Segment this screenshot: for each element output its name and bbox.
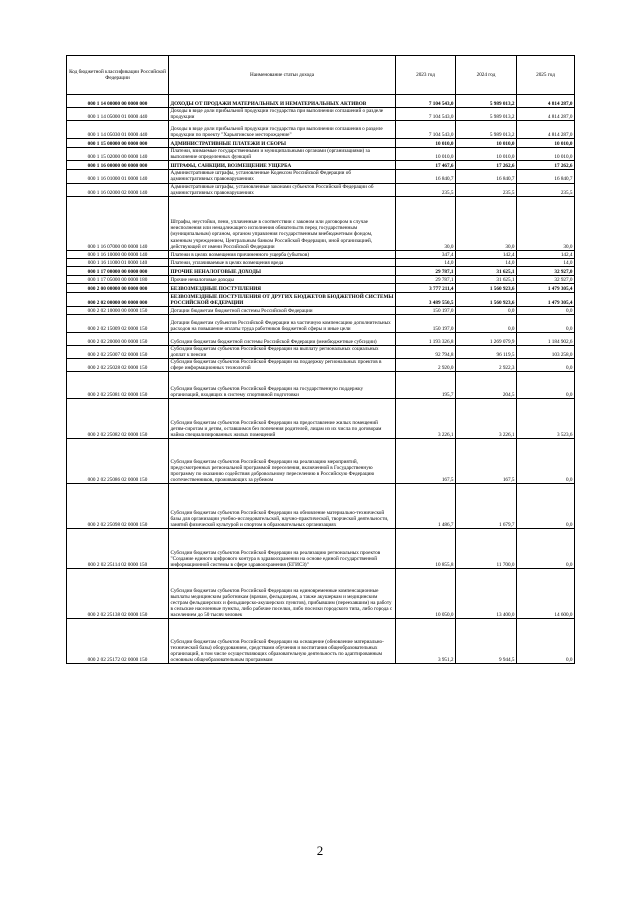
row-value-2024: 235,5 [456, 183, 517, 196]
row-name: Субсидии бюджетам субъектов Российской Федерации на выплату региональных социальных доплат к пенсии [169, 345, 396, 358]
table-row [67, 439, 575, 484]
row-value-2023: 3 489 550,5 [396, 292, 456, 306]
table-row [67, 314, 575, 332]
row-value-2024: 5 989 013,2 [456, 108, 517, 121]
table-row [67, 332, 575, 345]
row-name: Административные штрафы, установленные законами субъектов Российской Федерации об административных правонарушениях [169, 183, 396, 196]
row-value-2024: 204,5 [456, 372, 517, 399]
table-row [67, 399, 575, 439]
row-value-2023: 7 104 543,0 [396, 121, 456, 139]
row-code: 000 1 16 10000 00 0000 140 [67, 250, 169, 258]
row-value-2025: 0,0 [517, 314, 575, 332]
row-value-2024: 11 700,0 [456, 529, 517, 569]
row-value-2023: 1 486,7 [396, 484, 456, 529]
table-row [67, 619, 575, 664]
row-value-2023: 150 197,0 [396, 314, 456, 332]
page-number: 2 [316, 843, 324, 858]
header-name: Наименование статьи дохода [169, 56, 396, 95]
row-value-2023: 10 010,0 [396, 148, 456, 161]
table-row [67, 266, 575, 275]
row-value-2025: 4 814 287,0 [517, 95, 575, 108]
row-name: Административные штрафы, установленные Кодексом Российской Федерации об административных правонарушениях [169, 170, 396, 183]
row-value-2023: 150 197,0 [396, 306, 456, 314]
row-name: Субсидии бюджетам субъектов Российской Федерации на реализацию региональных проектов "Создание единого цифрового контура в здравоохранении на основе единой государственной информационной системы в сфере здравоохранения (ЕГИСЗ)" [169, 529, 396, 569]
row-value-2023: 92 794,8 [396, 345, 456, 358]
table-row [67, 250, 575, 258]
row-value-2025: 0,0 [517, 358, 575, 371]
row-name: Субсидии бюджетам субъектов Российской Федерации на реализацию мероприятий, предусмотренных региональной программой переселения, включенной в Государственную программу по оказанию содействия добровольному переселению в Российскую Федерацию соотечественников, проживающих за рубежом [169, 439, 396, 484]
row-name: ШТРАФЫ, САНКЦИИ, ВОЗМЕЩЕНИЕ УЩЕРБА [169, 161, 396, 170]
row-value-2024: 167,5 [456, 439, 517, 484]
row-value-2025: 30,0 [517, 196, 575, 250]
row-value-2024: 31 625,1 [456, 266, 517, 275]
header-2025: 2025 год [517, 56, 575, 95]
row-value-2025: 17 262,6 [517, 161, 575, 170]
row-name: ПРОЧИЕ НЕНАЛОГОВЫЕ ДОХОДЫ [169, 266, 396, 275]
row-value-2024: 30,0 [456, 196, 517, 250]
table-row [67, 484, 575, 529]
table-row [67, 283, 575, 292]
row-name: Субсидии бюджетам бюджетной системы Российской Федерации (межбюджетные субсидии) [169, 332, 396, 345]
table-row [67, 161, 575, 170]
row-value-2024: 1 560 923,6 [456, 283, 517, 292]
table-row [67, 139, 575, 148]
row-value-2023: 235,5 [396, 183, 456, 196]
row-code: 000 1 17 00000 00 0000 000 [67, 266, 169, 275]
row-value-2025: 10 010,0 [517, 139, 575, 148]
row-value-2023: 30,0 [396, 196, 456, 250]
row-value-2025: 0,0 [517, 484, 575, 529]
row-value-2023: 1 193 326,8 [396, 332, 456, 345]
row-code: 000 2 02 25114 02 0000 150 [67, 529, 169, 569]
row-value-2024: 142,4 [456, 250, 517, 258]
row-name: Субсидии бюджетам субъектов Российской Федерации на единовременные компенсационные выплаты медицинским работникам (врачам, фельдшерам, а также акушеркам и медицинским сестрам фельдшерских и фельдшерско-акушерских пунктов), прибывшим (переехавшим) на работу в сельские населенные пункты, либо рабочие поселки, либо поселки городского типа, либо города с населением до 50 тысяч человек [169, 569, 396, 619]
row-value-2025: 32 927,0 [517, 266, 575, 275]
table-row [67, 372, 575, 399]
row-value-2023: 2 920,0 [396, 358, 456, 371]
row-value-2025: 0,0 [517, 306, 575, 314]
row-code: 000 2 02 25086 02 0000 150 [67, 439, 169, 484]
row-value-2024: 1 560 923,6 [456, 292, 517, 306]
table-row [67, 121, 575, 139]
table-row [67, 183, 575, 196]
row-value-2025: 4 814 287,0 [517, 121, 575, 139]
table-row [67, 358, 575, 371]
row-name: Штрафы, неустойки, пени, уплаченные в соответствии с законом или договором в случае неисполнения или ненадлежащего исполнения обязательств перед государственным (муниципальным) органом, органом управления государственным внебюджетным фондом, казенным учреждением, Центральным банком Российской Федерации, иной организацией, действующей от имени Российской Федерации [169, 196, 396, 250]
row-code: 000 2 00 00000 00 0000 000 [67, 283, 169, 292]
row-value-2025: 1 184 902,6 [517, 332, 575, 345]
table-row [67, 292, 575, 306]
row-value-2023: 3 951,2 [396, 619, 456, 664]
row-code: 000 2 02 25007 02 0000 150 [67, 345, 169, 358]
row-value-2025: 10 010,0 [517, 148, 575, 161]
row-value-2023: 195,7 [396, 372, 456, 399]
row-code: 000 1 15 02000 00 0000 140 [67, 148, 169, 161]
row-value-2024: 1 269 079,9 [456, 332, 517, 345]
row-code: 000 1 14 05000 01 0000 440 [67, 108, 169, 121]
row-value-2023: 3 777 211,4 [396, 283, 456, 292]
table-row [67, 170, 575, 183]
header-2024: 2024 год [456, 56, 517, 95]
row-value-2024: 0,0 [456, 314, 517, 332]
row-name: БЕЗВОЗМЕЗДНЫЕ ПОСТУПЛЕНИЯ [169, 283, 396, 292]
row-value-2023: 10 010,0 [396, 139, 456, 148]
row-name: Субсидии бюджетам субъектов Российской Федерации на обновление материально-технической базы для организации учебно-исследовательской, научно-практической, творческой деятельности, занятий физической культурой и спортом в образовательных организациях [169, 484, 396, 529]
row-value-2025: 0,0 [517, 529, 575, 569]
row-value-2024: 9 944,5 [456, 619, 517, 664]
row-code: 000 2 02 15009 02 0000 150 [67, 314, 169, 332]
table-header-row [67, 56, 575, 95]
row-value-2024: 5 989 013,2 [456, 95, 517, 108]
row-name: АДМИНИСТРАТИВНЫЕ ПЛАТЕЖИ И СБОРЫ [169, 139, 396, 148]
row-value-2024: 1 679,7 [456, 484, 517, 529]
row-value-2024: 14,0 [456, 258, 517, 266]
row-code: 000 1 16 02000 02 0000 140 [67, 183, 169, 196]
table-row [67, 95, 575, 108]
row-code: 000 2 02 10000 00 0000 150 [67, 306, 169, 314]
row-value-2023: 7 104 543,0 [396, 95, 456, 108]
row-value-2024: 31 625,1 [456, 275, 517, 283]
row-value-2025: 14 600,0 [517, 569, 575, 619]
header-2023: 2023 год [396, 56, 456, 95]
row-code: 000 1 15 00000 00 0000 000 [67, 139, 169, 148]
row-code: 000 1 16 01000 01 0000 140 [67, 170, 169, 183]
row-code: 000 1 14 00000 00 0000 000 [67, 95, 169, 108]
row-code: 000 1 16 00000 00 0000 000 [67, 161, 169, 170]
row-name: БЕЗВОЗМЕЗДНЫЕ ПОСТУПЛЕНИЯ ОТ ДРУГИХ БЮДЖЕТОВ БЮДЖЕТНОЙ СИСТЕМЫ РОССИЙСКОЙ ФЕДЕРАЦИИ [169, 292, 396, 306]
row-value-2025: 0,0 [517, 439, 575, 484]
row-value-2024: 10 010,0 [456, 139, 517, 148]
row-value-2023: 29 787,1 [396, 266, 456, 275]
row-code: 000 2 02 25098 02 0000 150 [67, 484, 169, 529]
row-value-2024: 2 922,3 [456, 358, 517, 371]
row-code: 000 2 02 25082 02 0000 150 [67, 399, 169, 439]
row-value-2025: 4 814 287,0 [517, 108, 575, 121]
table-row [67, 306, 575, 314]
row-value-2023: 7 104 543,0 [396, 108, 456, 121]
budget-table-container [66, 55, 574, 664]
row-code: 000 1 14 05030 01 0000 440 [67, 121, 169, 139]
row-code: 000 2 02 20000 00 0000 150 [67, 332, 169, 345]
row-name: Доходы в виде доли прибыльной продукции государства при выполнении соглашений о разделе продукции [169, 108, 396, 121]
row-value-2023: 29 787,1 [396, 275, 456, 283]
row-name: Платежи, взимаемые государственными и муниципальными органами (организациями) за выполнение определенных функций [169, 148, 396, 161]
row-value-2023: 10 050,0 [396, 569, 456, 619]
row-value-2025: 16 840,7 [517, 170, 575, 183]
row-code: 000 2 02 25028 02 0000 150 [67, 358, 169, 371]
row-value-2025: 235,5 [517, 183, 575, 196]
row-value-2024: 16 840,7 [456, 170, 517, 183]
row-value-2024: 0,0 [456, 306, 517, 314]
row-value-2025: 103 258,0 [517, 345, 575, 358]
row-code: 000 2 02 25081 02 0000 150 [67, 372, 169, 399]
row-value-2023: 10 855,8 [396, 529, 456, 569]
row-value-2024: 3 226,1 [456, 399, 517, 439]
table-row [67, 196, 575, 250]
row-value-2023: 3 226,1 [396, 399, 456, 439]
row-code: 000 1 16 07000 00 0000 140 [67, 196, 169, 250]
row-value-2024: 5 989 013,2 [456, 121, 517, 139]
row-value-2023: 347,4 [396, 250, 456, 258]
budget-revenue-table [66, 55, 575, 664]
row-code: 000 1 16 11000 01 0000 140 [67, 258, 169, 266]
table-row [67, 108, 575, 121]
row-value-2023: 17 467,6 [396, 161, 456, 170]
row-name: Субсидии бюджетам субъектов Российской Федерации на оснащение (обновление материально-технической базы) оборудованием, средствами обучения и воспитания общеобразовательных организаций, в том числе осуществляющих образовательную деятельность по адаптированным основным общеобразовательным программам [169, 619, 396, 664]
table-row [67, 529, 575, 569]
table-row [67, 258, 575, 266]
row-name: Дотации бюджетам бюджетной системы Российской Федерации [169, 306, 396, 314]
header-code: Код бюджетной классификации Российской Федерации [67, 56, 169, 95]
table-row [67, 569, 575, 619]
row-name: Доходы в виде доли прибыльной продукции государства при выполнении соглашения о разделе продукции по проекту "Харьягинское месторождение" [169, 121, 396, 139]
row-code: 000 2 02 25172 02 0000 150 [67, 619, 169, 664]
row-value-2023: 14,0 [396, 258, 456, 266]
row-value-2025: 142,4 [517, 250, 575, 258]
row-name: Субсидии бюджетам субъектов Российской Федерации на поддержку региональных проектов в сфере информационных технологий [169, 358, 396, 371]
row-value-2025: 0,0 [517, 372, 575, 399]
row-value-2025: 1 479 305,4 [517, 292, 575, 306]
row-value-2024: 96 119,5 [456, 345, 517, 358]
row-name: Субсидии бюджетам субъектов Российской Федерации на предоставление жилых помещений детям-сиротам и детям, оставшимся без попечения родителей, лицам из их числа по договорам найма специализированных жилых помещений [169, 399, 396, 439]
row-name: ДОХОДЫ ОТ ПРОДАЖИ МАТЕРИАЛЬНЫХ И НЕМАТЕРИАЛЬНЫХ АКТИВОВ [169, 95, 396, 108]
row-value-2025: 14,0 [517, 258, 575, 266]
table-row [67, 345, 575, 358]
row-name: Дотации бюджетам субъектов Российской Федерации на частичную компенсацию дополнительных расходов на повышение оплаты труда работников бюджетной сферы и иные цели [169, 314, 396, 332]
row-value-2023: 16 840,7 [396, 170, 456, 183]
row-value-2025: 32 927,0 [517, 275, 575, 283]
row-code: 000 1 17 05000 00 0000 180 [67, 275, 169, 283]
row-name: Прочие неналоговые доходы [169, 275, 396, 283]
row-name: Платежи, уплачиваемые в целях возмещения вреда [169, 258, 396, 266]
row-value-2025: 3 523,6 [517, 399, 575, 439]
row-name: Платежи в целях возмещения причиненного ущерба (убытков) [169, 250, 396, 258]
row-value-2025: 0,0 [517, 619, 575, 664]
table-row [67, 275, 575, 283]
row-value-2024: 17 262,6 [456, 161, 517, 170]
row-value-2025: 1 479 305,4 [517, 283, 575, 292]
row-value-2024: 10 010,0 [456, 148, 517, 161]
row-code: 000 2 02 25138 02 0000 150 [67, 569, 169, 619]
row-value-2024: 13 400,0 [456, 569, 517, 619]
table-row [67, 148, 575, 161]
row-name: Субсидии бюджетам субъектов Российской Федерации на государственную поддержку организаций, входящих в систему спортивной подготовки [169, 372, 396, 399]
row-value-2023: 167,5 [396, 439, 456, 484]
row-code: 000 2 02 00000 00 0000 000 [67, 292, 169, 306]
